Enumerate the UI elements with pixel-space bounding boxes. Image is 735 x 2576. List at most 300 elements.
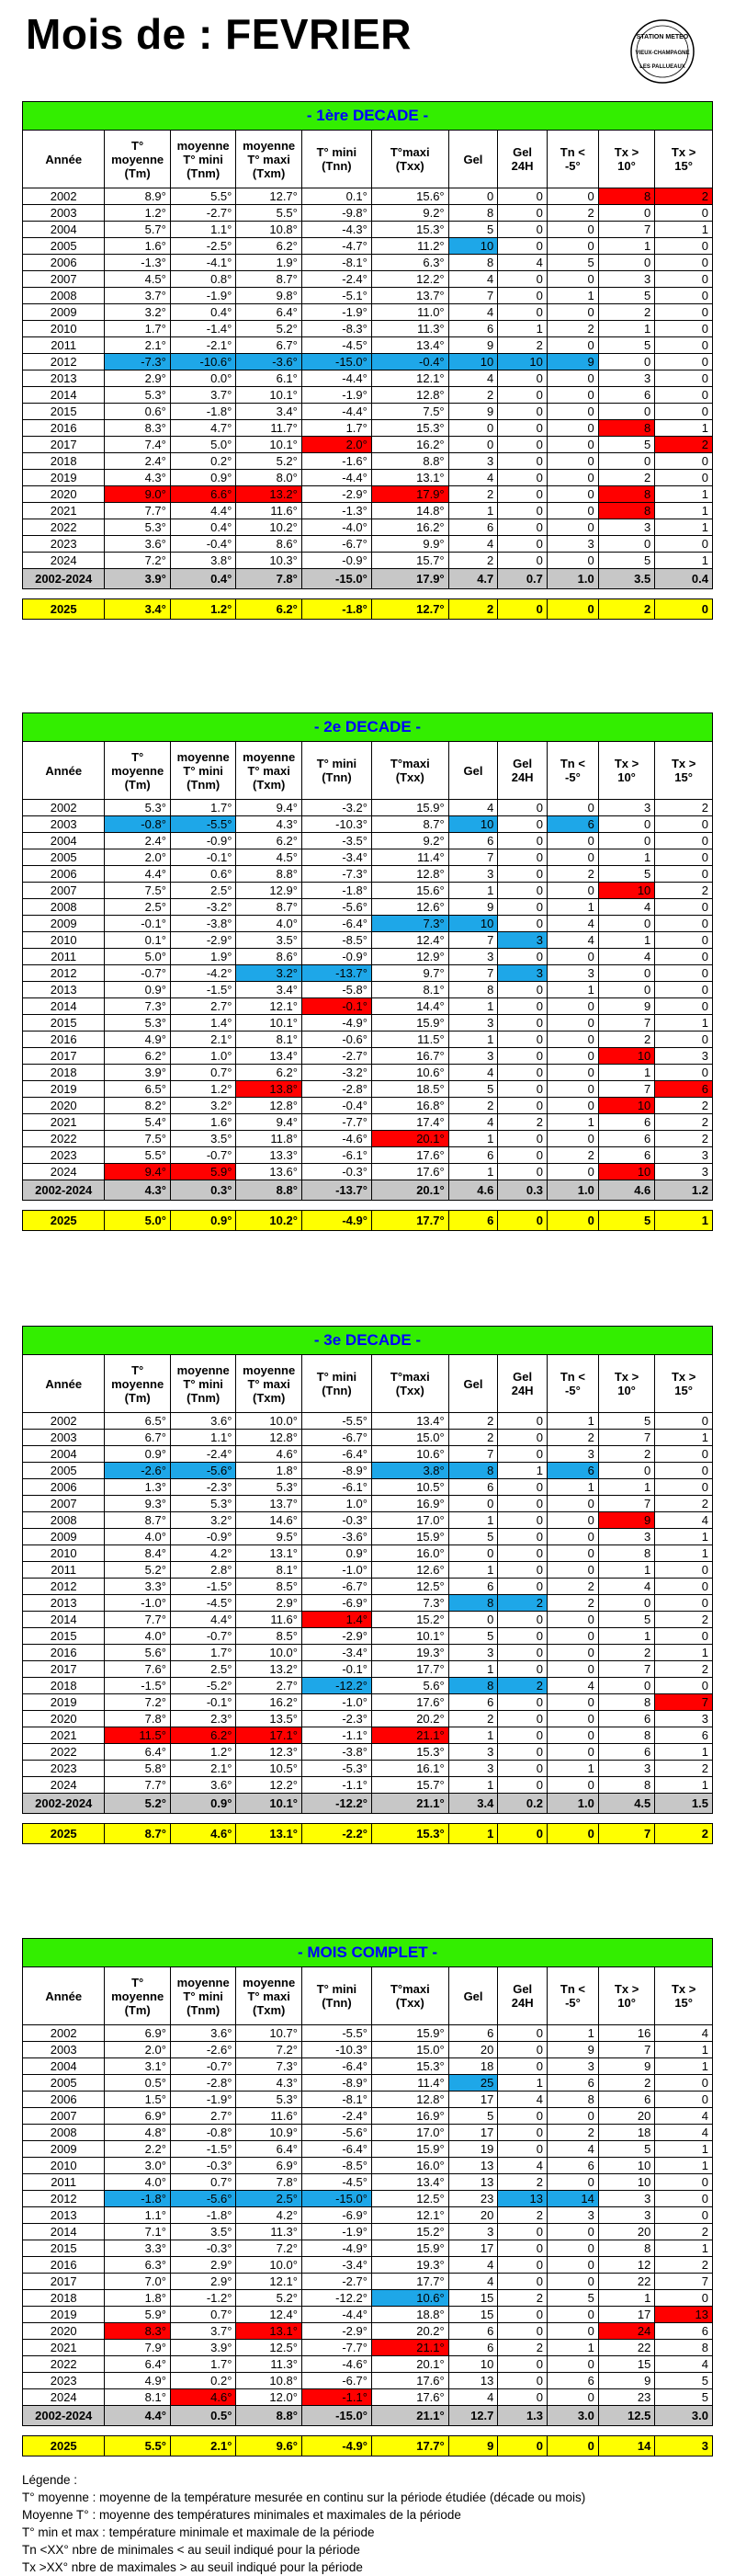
value-cell: 12: [598, 2257, 654, 2274]
value-cell: 7.5°: [105, 1131, 171, 1147]
value-cell: 6: [448, 1579, 498, 1595]
value-cell: 0: [547, 519, 598, 536]
value-cell: -12.2°: [301, 1678, 371, 1694]
value-cell: 0.4°: [170, 304, 236, 321]
value-cell: 0: [498, 1562, 548, 1579]
value-cell: 6.4°: [236, 2141, 302, 2158]
table-row: [23, 1595, 713, 1612]
table-row: [23, 2340, 713, 2356]
value-cell: 0: [498, 1512, 548, 1529]
value-cell: 3.8°: [371, 1463, 448, 1479]
value-cell: 8.6°: [236, 536, 302, 553]
value-cell: 7.2°: [236, 2042, 302, 2058]
table-row: [23, 2207, 713, 2224]
year-cell: 2017: [23, 437, 105, 453]
value-cell: 4: [448, 370, 498, 387]
value-cell: 0: [548, 2240, 599, 2257]
value-cell: 1.7°: [170, 800, 236, 816]
table-row: [23, 1727, 713, 1744]
year-cell: 2018: [23, 2290, 105, 2307]
value-cell: 0.9°: [105, 982, 171, 998]
value-cell: 10.6°: [371, 2290, 448, 2307]
value-cell: 3.8°: [170, 553, 236, 569]
value-cell: 8: [448, 255, 498, 271]
value-cell: 15.9°: [371, 800, 448, 816]
value-cell: 5.5°: [236, 205, 302, 222]
value-cell: 6.4°: [105, 1744, 171, 1761]
section-table: [22, 101, 713, 620]
value-cell: 1: [655, 2158, 713, 2174]
value-cell: 1: [547, 1479, 598, 1496]
value-cell: 0: [598, 536, 654, 553]
table-row: [23, 404, 713, 420]
year-cell: 2011: [23, 2174, 105, 2191]
column-header-line: (Tnn): [322, 159, 352, 173]
year-cell: 2007: [23, 2108, 105, 2125]
value-cell: 10.2°: [236, 1211, 302, 1231]
value-cell: 5: [448, 222, 498, 238]
value-cell: 13.8°: [236, 1081, 302, 1098]
value-cell: 0: [655, 2290, 713, 2307]
value-cell: 7: [598, 1081, 654, 1098]
value-cell: 6: [448, 2340, 498, 2356]
value-cell: 10: [598, 2158, 654, 2174]
value-cell: 0: [498, 2356, 548, 2373]
value-cell: 15.3°: [371, 1744, 448, 1761]
value-cell: 7.5°: [105, 883, 171, 899]
value-cell: 5.4°: [105, 1114, 171, 1131]
column-header-gel24: [498, 1967, 548, 2025]
value-cell: 2: [598, 304, 654, 321]
value-cell: 3.3°: [105, 1579, 171, 1595]
value-cell: 5.3°: [105, 1015, 171, 1032]
value-cell: 1: [547, 982, 598, 998]
column-header-line: 24H: [511, 1996, 534, 2010]
value-cell: -2.9°: [301, 486, 371, 503]
value-cell: 1.9°: [170, 949, 236, 965]
value-cell: 17.6°: [371, 1694, 448, 1711]
value-cell: 10: [498, 354, 548, 370]
value-cell: -0.7°: [170, 1628, 236, 1645]
column-header-line: moyenne: [243, 749, 296, 764]
value-cell: 0: [548, 2323, 599, 2340]
value-cell: 8.5°: [236, 1579, 302, 1595]
value-cell: -0.1°: [170, 1694, 236, 1711]
value-cell: -1.8°: [170, 404, 236, 420]
year-cell: 2009: [23, 2141, 105, 2158]
year-cell: 2018: [23, 453, 105, 470]
column-header-line: (Txx): [395, 159, 424, 173]
value-cell: 16.2°: [236, 1694, 302, 1711]
value-cell: 7.3°: [236, 2058, 302, 2075]
value-cell: 4.4°: [170, 503, 236, 519]
table-row: [23, 1529, 713, 1545]
year-cell: 2019: [23, 1081, 105, 1098]
value-cell: -6.9°: [301, 2207, 371, 2224]
year-cell: 2015: [23, 2240, 105, 2257]
value-cell: 9: [448, 899, 498, 916]
value-cell: 0: [547, 1744, 598, 1761]
average-row: [23, 2406, 713, 2426]
value-cell: 2: [598, 599, 654, 620]
value-cell: 0: [547, 453, 598, 470]
value-cell: 10.2°: [236, 519, 302, 536]
value-cell: 8.7°: [105, 1512, 171, 1529]
value-cell: -10.3°: [301, 2042, 371, 2058]
value-cell: 0.7°: [170, 1065, 236, 1081]
value-cell: 5.8°: [105, 1761, 171, 1777]
value-cell: 20.1°: [371, 1180, 448, 1201]
value-cell: -0.9°: [170, 1529, 236, 1545]
year-cell: 2015: [23, 404, 105, 420]
table-row: [23, 982, 713, 998]
value-cell: -0.7°: [105, 965, 171, 982]
value-cell: 20.1°: [371, 2356, 448, 2373]
value-cell: 1.0°: [301, 1496, 371, 1512]
value-cell: 5: [448, 2108, 498, 2125]
value-cell: 2: [547, 205, 598, 222]
value-cell: 6: [598, 1131, 654, 1147]
value-cell: 0: [547, 1081, 598, 1098]
value-cell: 2: [498, 1595, 548, 1612]
value-cell: 2.5°: [170, 1661, 236, 1678]
value-cell: 2.9°: [170, 2274, 236, 2290]
table-row: [23, 2290, 713, 2307]
value-cell: 7.9°: [105, 2340, 171, 2356]
value-cell: 4: [448, 800, 498, 816]
value-cell: 1: [655, 2141, 713, 2158]
column-header-line: moyenne: [111, 763, 164, 778]
value-cell: -5.8°: [301, 982, 371, 998]
value-cell: 0: [547, 1727, 598, 1744]
column-header-line: T° mini: [183, 1376, 223, 1391]
table-row: [23, 899, 713, 916]
table-row: [23, 998, 713, 1015]
column-header-tnn: [301, 1355, 371, 1413]
value-cell: -2.5°: [170, 238, 236, 255]
value-cell: 6.4°: [236, 304, 302, 321]
column-header-line: (Tm): [124, 165, 151, 180]
value-cell: 12.2°: [236, 1777, 302, 1794]
value-cell: 1.7°: [105, 321, 171, 337]
column-header-tn5: [547, 742, 598, 800]
year-cell: 2021: [23, 503, 105, 519]
value-cell: 9.7°: [371, 965, 448, 982]
value-cell: 1: [655, 1015, 713, 1032]
value-cell: 0: [655, 404, 713, 420]
value-cell: 17.6°: [371, 2373, 448, 2389]
value-cell: 10.3°: [236, 553, 302, 569]
value-cell: 0.4°: [170, 569, 236, 589]
spacer: [23, 1814, 713, 1824]
value-cell: 17.0°: [371, 2125, 448, 2141]
value-cell: 3: [655, 1711, 713, 1727]
value-cell: 0: [598, 982, 654, 998]
value-cell: -8.1°: [301, 255, 371, 271]
value-cell: 1: [547, 1114, 598, 1131]
section-table: [22, 712, 713, 1231]
value-cell: 6: [448, 2323, 498, 2340]
table-row: [23, 2141, 713, 2158]
value-cell: -4.9°: [301, 1015, 371, 1032]
value-cell: 8.9°: [105, 188, 171, 205]
value-cell: 11.5°: [105, 1727, 171, 1744]
value-cell: 0: [547, 1694, 598, 1711]
value-cell: 11.4°: [371, 849, 448, 866]
value-cell: 0: [498, 1065, 548, 1081]
value-cell: 8.4°: [105, 1545, 171, 1562]
value-cell: 4.8°: [105, 2125, 171, 2141]
value-cell: 4: [598, 1579, 654, 1595]
column-header-line: (Tm): [124, 1390, 151, 1405]
column-header-tm: [105, 1967, 171, 2025]
value-cell: 0: [498, 1081, 548, 1098]
value-cell: 10: [598, 1164, 654, 1180]
column-header-line: Tx >: [671, 1370, 696, 1384]
value-cell: 0: [547, 1512, 598, 1529]
value-cell: 10: [598, 2174, 654, 2191]
table-row: [23, 2356, 713, 2373]
year-cell: 2016: [23, 420, 105, 437]
value-cell: 1: [498, 2075, 548, 2092]
value-cell: 13: [448, 2373, 498, 2389]
value-cell: 13.1°: [236, 1824, 302, 1844]
value-cell: 0: [498, 1661, 548, 1678]
value-cell: 6: [598, 1711, 654, 1727]
column-header-line: 24H: [511, 1384, 534, 1397]
table-row: [23, 1612, 713, 1628]
legend: [22, 2471, 585, 2576]
value-cell: 16.7°: [371, 1048, 448, 1065]
column-header-line: Tn <: [560, 757, 585, 770]
value-cell: 1: [655, 1744, 713, 1761]
value-cell: 0.4: [655, 569, 713, 589]
value-cell: 1: [598, 238, 654, 255]
value-cell: 0: [498, 1711, 548, 1727]
value-cell: 0: [655, 238, 713, 255]
value-cell: 2: [547, 321, 598, 337]
value-cell: 8.8°: [371, 453, 448, 470]
value-cell: 5: [655, 2373, 713, 2389]
column-header-line: -5°: [565, 1384, 581, 1397]
value-cell: 10.9°: [236, 2125, 302, 2141]
value-cell: -2.4°: [170, 1446, 236, 1463]
value-cell: -5.5°: [170, 816, 236, 833]
value-cell: 2: [547, 1595, 598, 1612]
value-cell: 0: [547, 1098, 598, 1114]
value-cell: 0: [598, 1463, 654, 1479]
value-cell: 1: [448, 1032, 498, 1048]
table-row: [23, 2174, 713, 2191]
value-cell: 19.3°: [371, 1645, 448, 1661]
value-cell: 0.6°: [170, 866, 236, 883]
year-cell: 2004: [23, 2058, 105, 2075]
table-row: [23, 321, 713, 337]
value-cell: 2: [498, 2207, 548, 2224]
value-cell: -6.7°: [301, 536, 371, 553]
value-cell: 4.0°: [236, 916, 302, 932]
value-cell: -0.8°: [170, 2125, 236, 2141]
value-cell: 1: [448, 998, 498, 1015]
value-cell: 7: [598, 1824, 654, 1844]
value-cell: 3: [448, 1761, 498, 1777]
table-row: [23, 470, 713, 486]
value-cell: 0: [498, 2389, 548, 2406]
value-cell: 2: [547, 866, 598, 883]
value-cell: 3.9°: [105, 1065, 171, 1081]
year-cell: 2002: [23, 2025, 105, 2042]
column-header-line: T°: [131, 1362, 144, 1377]
value-cell: -7.3°: [301, 866, 371, 883]
value-cell: 0: [498, 1015, 548, 1032]
value-cell: 9.6°: [236, 2436, 302, 2456]
table-row: [23, 1545, 713, 1562]
value-cell: 0: [448, 1496, 498, 1512]
value-cell: 3.1°: [105, 2058, 171, 2075]
value-cell: 4.9°: [105, 1032, 171, 1048]
value-cell: 3: [548, 2058, 599, 2075]
value-cell: 18: [448, 2058, 498, 2075]
table-row: [23, 2323, 713, 2340]
value-cell: 2: [498, 2174, 548, 2191]
value-cell: 2: [598, 1446, 654, 1463]
column-header-txx: [371, 1967, 448, 2025]
value-cell: 4: [547, 932, 598, 949]
value-cell: 2: [598, 1032, 654, 1048]
year-cell: 2019: [23, 470, 105, 486]
value-cell: -1.1°: [301, 2389, 371, 2406]
value-cell: -5.2°: [170, 1678, 236, 1694]
value-cell: 0: [598, 453, 654, 470]
value-cell: 3.5°: [236, 932, 302, 949]
value-cell: 20: [598, 2108, 654, 2125]
value-cell: 13.1°: [236, 2323, 302, 2340]
year-cell: 2015: [23, 1628, 105, 1645]
value-cell: 1: [498, 1463, 548, 1479]
column-header-line: -5°: [565, 1996, 581, 2010]
value-cell: 5: [547, 255, 598, 271]
value-cell: 4: [598, 949, 654, 965]
year-cell: 2024: [23, 1164, 105, 1180]
value-cell: 12.4°: [236, 2307, 302, 2323]
value-cell: 1: [448, 1562, 498, 1579]
value-cell: 17.7°: [371, 2274, 448, 2290]
value-cell: 22: [598, 2274, 654, 2290]
column-header-line: 15°: [674, 770, 693, 784]
value-cell: 2: [655, 1098, 713, 1114]
value-cell: 4.5°: [236, 849, 302, 866]
value-cell: 1: [655, 519, 713, 536]
column-header-tnm: [170, 1967, 236, 2025]
value-cell: 0: [547, 486, 598, 503]
column-header-line: Tn <: [560, 1370, 585, 1384]
value-cell: -4.5°: [301, 2174, 371, 2191]
column-header-line: (Txm): [252, 1390, 286, 1405]
value-cell: 0: [548, 2224, 599, 2240]
value-cell: 4: [548, 2141, 599, 2158]
value-cell: 12.1°: [236, 2274, 302, 2290]
value-cell: 1: [598, 1065, 654, 1081]
value-cell: -5.5°: [301, 1413, 371, 1430]
value-cell: 1.5: [655, 1794, 713, 1814]
value-cell: 15.3°: [371, 2058, 448, 2075]
value-cell: 9: [598, 998, 654, 1015]
value-cell: 15.0°: [371, 2042, 448, 2058]
value-cell: -1.2°: [170, 2290, 236, 2307]
value-cell: 5.2°: [236, 2290, 302, 2307]
value-cell: 0.9°: [170, 1794, 236, 1814]
year-cell: 2005: [23, 849, 105, 866]
value-cell: 1: [448, 1727, 498, 1744]
value-cell: 4.0°: [105, 1628, 171, 1645]
value-cell: 2: [498, 1678, 548, 1694]
column-header-line: moyenne: [243, 138, 296, 153]
value-cell: 0: [498, 2058, 548, 2075]
year-cell: 2011: [23, 337, 105, 354]
value-cell: 0: [547, 1661, 598, 1678]
value-cell: 5.0°: [105, 949, 171, 965]
value-cell: 6.5°: [105, 1413, 171, 1430]
value-cell: -6.7°: [301, 1579, 371, 1595]
value-cell: 1: [655, 1529, 713, 1545]
value-cell: 0: [547, 553, 598, 569]
value-cell: 8.1°: [236, 1562, 302, 1579]
value-cell: 6.2°: [105, 1048, 171, 1065]
year-cell: 2010: [23, 1545, 105, 1562]
value-cell: 0: [547, 370, 598, 387]
value-cell: 0: [498, 222, 548, 238]
value-cell: 5.3°: [236, 2092, 302, 2108]
value-cell: 7.3°: [371, 916, 448, 932]
value-cell: -5.1°: [301, 288, 371, 304]
value-cell: 0: [498, 816, 548, 833]
value-cell: 3.6°: [170, 1777, 236, 1794]
column-header-line: 10°: [617, 770, 636, 784]
value-cell: 1: [655, 1545, 713, 1562]
value-cell: 3.4°: [236, 982, 302, 998]
column-header-line: Tx >: [614, 1982, 639, 1996]
value-cell: 1.4°: [170, 1015, 236, 1032]
year-cell: 2004: [23, 222, 105, 238]
value-cell: 0: [547, 883, 598, 899]
table-row: [23, 1147, 713, 1164]
value-cell: 13.3°: [236, 1147, 302, 1164]
value-cell: 3: [448, 2224, 498, 2240]
section-title: - MOIS COMPLET -: [23, 1939, 713, 1967]
table-row: [23, 1446, 713, 1463]
value-cell: 4.2°: [170, 1545, 236, 1562]
value-cell: 4: [498, 255, 548, 271]
column-header-line: Tx >: [614, 757, 639, 770]
column-header-line: moyenne: [176, 138, 230, 153]
value-cell: 3: [498, 965, 548, 982]
value-cell: 0: [498, 1744, 548, 1761]
value-cell: 1: [655, 1211, 713, 1231]
value-cell: 5: [655, 2389, 713, 2406]
value-cell: 0: [547, 437, 598, 453]
value-cell: 1: [548, 2340, 599, 2356]
value-cell: 4.4°: [105, 2406, 171, 2426]
table-row: [23, 420, 713, 437]
value-cell: 0: [655, 2207, 713, 2224]
value-cell: 6: [598, 1114, 654, 1131]
year-cell: 2007: [23, 271, 105, 288]
value-cell: 1: [655, 1777, 713, 1794]
value-cell: -0.1°: [105, 916, 171, 932]
value-cell: 3: [448, 1645, 498, 1661]
value-cell: 4.2°: [236, 2207, 302, 2224]
value-cell: -1.3°: [301, 503, 371, 519]
